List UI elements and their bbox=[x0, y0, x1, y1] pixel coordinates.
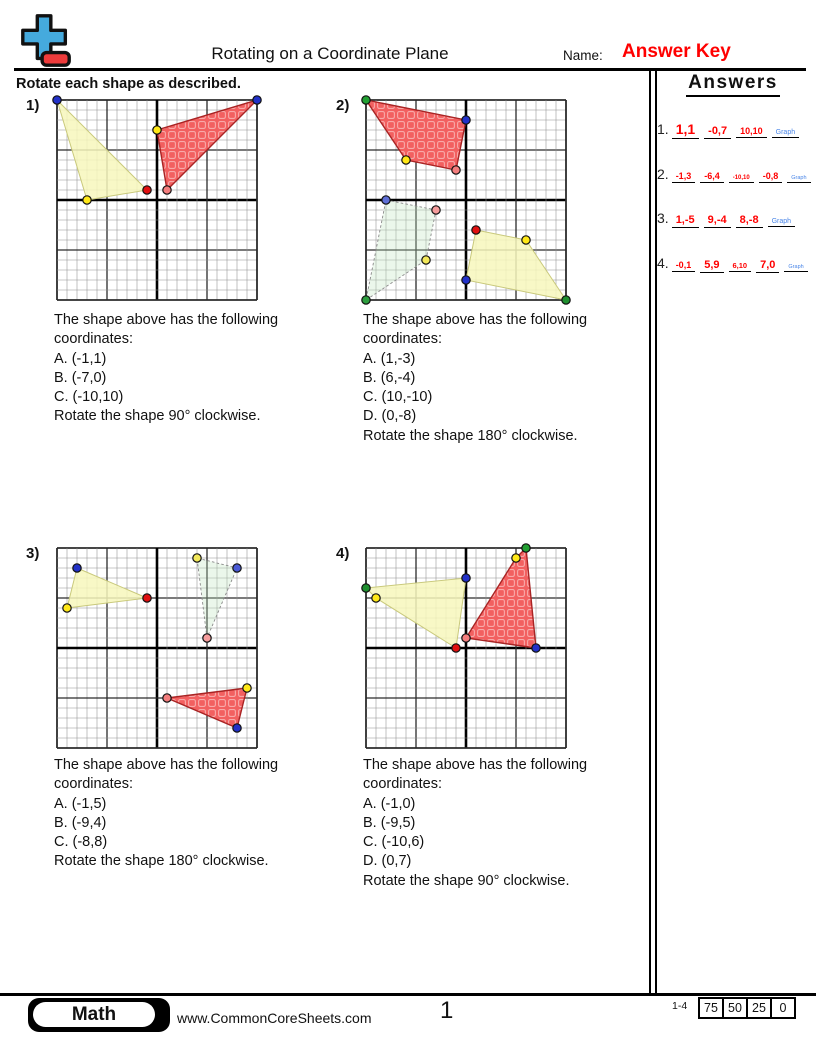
answer-value: 9,-4 bbox=[704, 214, 731, 228]
worksheet-instruction: Rotate each shape as described. bbox=[16, 76, 241, 92]
answers-heading: Answers bbox=[658, 72, 808, 97]
answer-value: -0,7 bbox=[704, 125, 731, 139]
site-url: www.CommonCoreSheets.com bbox=[177, 1010, 372, 1026]
problem-1-grid bbox=[52, 95, 262, 305]
coordinate-d: D. (0,-8) bbox=[363, 408, 417, 425]
answer-row-1 bbox=[657, 121, 813, 139]
answer-value: -0,8 bbox=[759, 171, 783, 183]
page-number: 1 bbox=[440, 997, 454, 1024]
coordinate-a: A. (-1,5) bbox=[54, 795, 107, 812]
graph-link[interactable]: Graph bbox=[787, 175, 810, 183]
problem-1-label: 1) bbox=[26, 97, 40, 114]
answer-value: 5,9 bbox=[700, 259, 723, 273]
answer-value: 7,0 bbox=[756, 259, 779, 273]
answer-value: -1,3 bbox=[672, 171, 696, 183]
coordinate-a: A. (-1,0) bbox=[363, 795, 416, 812]
coordinate-c: C. (-8,8) bbox=[54, 834, 108, 851]
answer-value: 8,-8 bbox=[736, 214, 763, 228]
problem-3-label: 3) bbox=[26, 545, 40, 562]
problem-2-grid bbox=[361, 95, 571, 305]
coordinate-c: C. (10,-10) bbox=[363, 389, 433, 406]
answer-value: 1,-5 bbox=[672, 214, 699, 228]
score-cell: 75 bbox=[698, 997, 724, 1019]
answer-number: 2. bbox=[657, 166, 669, 182]
problem-2-text: The shape above has the following coordinates: A. (1,-3) B. (6,-4) C. (10,-10) D. (0,-8) Rotate the shape 180° clockwise. bbox=[363, 311, 658, 446]
coordinate-c: C. (-10,6) bbox=[363, 834, 425, 851]
problem-4-text: The shape above has the following coordinates: A. (-1,0) B. (-9,5) C. (-10,6) D. (0,7) Rotate the shape 90° clockwise. bbox=[363, 756, 658, 891]
coordinate-a: A. (1,-3) bbox=[363, 350, 416, 367]
problem-3-text: The shape above has the following coordinates: A. (-1,5) B. (-9,4) C. (-8,8) Rotate the shape 180° clockwise. bbox=[54, 756, 349, 872]
rotate-instruction: Rotate the shape 90° clockwise. bbox=[54, 408, 261, 425]
problem-4-grid bbox=[361, 543, 571, 753]
score-range-label: 1-4 bbox=[672, 1000, 688, 1012]
score-cell: 25 bbox=[748, 997, 772, 1019]
answer-value: -10,10 bbox=[729, 175, 754, 183]
answer-number: 1. bbox=[657, 121, 669, 137]
coordinate-b: B. (-9,4) bbox=[54, 814, 107, 831]
answer-number: 3. bbox=[657, 210, 669, 226]
header-divider bbox=[14, 68, 806, 71]
answer-value: -0,1 bbox=[672, 260, 696, 272]
answer-value: 6,10 bbox=[729, 261, 752, 272]
name-label: Name: bbox=[563, 48, 603, 63]
coordinate-b: B. (-7,0) bbox=[54, 369, 107, 386]
graph-link[interactable]: Graph bbox=[784, 264, 807, 272]
score-cell: 50 bbox=[724, 997, 748, 1019]
answer-value: 1,1 bbox=[672, 121, 699, 139]
score-table bbox=[698, 997, 796, 1019]
rotate-instruction: Rotate the shape 180° clockwise. bbox=[363, 427, 578, 444]
problem-4-label: 4) bbox=[336, 545, 350, 562]
answer-row-3 bbox=[657, 210, 813, 228]
coordinate-b: B. (-9,5) bbox=[363, 814, 416, 831]
answer-row-4 bbox=[657, 255, 813, 273]
coordinate-a: A. (-1,1) bbox=[54, 350, 107, 367]
problem-3-grid bbox=[52, 543, 262, 753]
rotate-instruction: Rotate the shape 180° clockwise. bbox=[54, 853, 269, 870]
plus-minus-math-logo-icon bbox=[16, 12, 76, 70]
math-subject-badge bbox=[28, 998, 170, 1032]
answer-value: 10,10 bbox=[736, 126, 767, 138]
answer-row-2 bbox=[657, 166, 813, 184]
page-title: Rotating on a Coordinate Plane bbox=[211, 44, 449, 63]
problem-2-label: 2) bbox=[336, 97, 350, 114]
graph-link[interactable]: Graph bbox=[768, 218, 795, 227]
graph-link[interactable]: Graph bbox=[772, 129, 799, 138]
rotate-instruction: Rotate the shape 90° clockwise. bbox=[363, 872, 570, 889]
coordinate-b: B. (6,-4) bbox=[363, 369, 416, 386]
coordinate-c: C. (-10,10) bbox=[54, 389, 124, 406]
problem-1-text: The shape above has the following coordinates: A. (-1,1) B. (-7,0) C. (-10,10) Rotate the shape 90° clockwise. bbox=[54, 311, 349, 427]
coordinate-d: D. (0,7) bbox=[363, 853, 412, 870]
answer-number: 4. bbox=[657, 255, 669, 271]
score-cell: 0 bbox=[772, 997, 796, 1019]
answer-value: -6,4 bbox=[700, 171, 724, 183]
footer-divider bbox=[0, 993, 816, 996]
math-subject-label: Math bbox=[33, 1002, 155, 1027]
name-value: Answer Key bbox=[622, 41, 731, 62]
